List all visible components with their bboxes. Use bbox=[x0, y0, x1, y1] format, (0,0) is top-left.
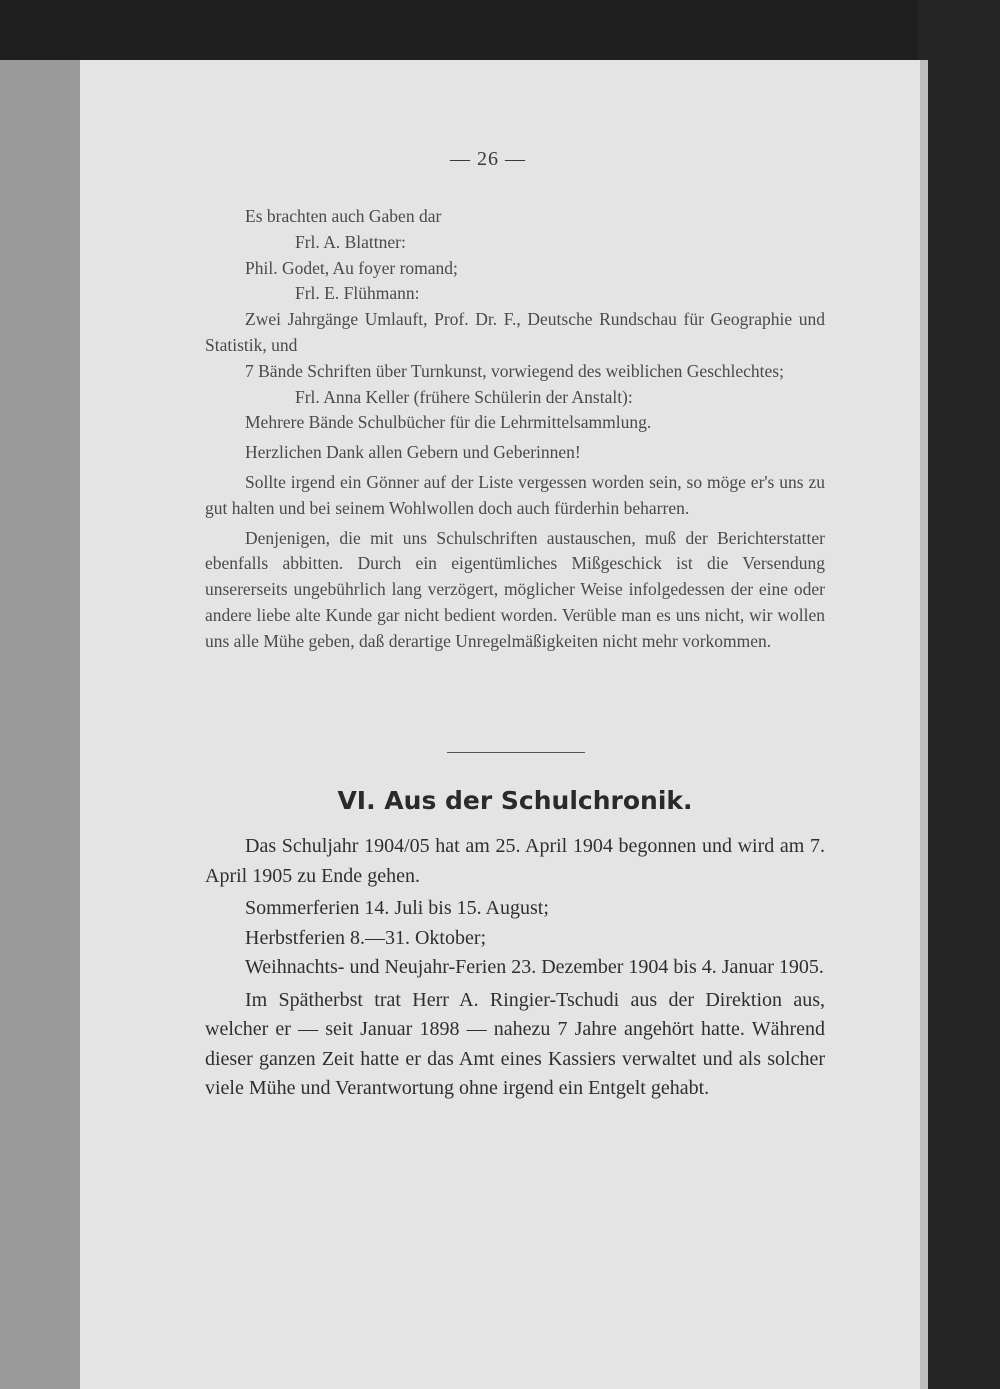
gift-umlauft: Zwei Jahrgänge Umlauft, Prof. Dr. F., Deutsche Rundschau für Geographie und Statistik, und bbox=[205, 309, 825, 355]
gift-godet: Phil. Godet, Au foyer romand; bbox=[245, 257, 458, 278]
gift-turnkunst: 7 Bände Schriften über Turnkunst, vorwiegend des weiblichen Geschlechtes; bbox=[245, 360, 784, 381]
scan-border-left bbox=[0, 60, 80, 1389]
donor-blattner: Frl. A. Blattner: bbox=[295, 231, 406, 252]
ringier-paragraph: Im Spätherbst trat Herr A. Ringier-Tschudi aus der Direktion aus, welcher er — seit Januar 1898 — nahezu 7 Jahre angehört hatte. Während dieser ganzen Zeit hatte er das Amt eines Kassiers verwaltet und als solcher viele Mühe und Verantwortung ohne irgend ein Entgelt gehabt. bbox=[205, 988, 825, 1099]
scan-border-top bbox=[0, 0, 1000, 60]
chronicle-section bbox=[205, 832, 825, 1104]
thanks-paragraph: Herzlichen Dank allen Gebern und Geberinnen! bbox=[245, 442, 581, 463]
summer-holidays: Sommerferien 14. Juli bis 15. August; bbox=[245, 897, 549, 919]
donor-fluehmann: Frl. E. Flühmann: bbox=[295, 283, 420, 304]
school-year-paragraph: Das Schuljahr 1904/05 hat am 25. April 1904 begonnen und wird am 7. April 1905 zu Ende gehen. bbox=[205, 835, 825, 887]
gift-schulbuecher: Mehrere Bände Schulbücher für die Lehrmittelsammlung. bbox=[245, 412, 652, 433]
donor-keller: Frl. Anna Keller (frühere Schülerin der Anstalt): bbox=[295, 386, 633, 407]
autumn-holidays: Herbstferien 8.—31. Oktober; bbox=[245, 926, 487, 949]
gifts-intro: Es brachten auch Gaben dar bbox=[245, 206, 442, 226]
gifts-list bbox=[205, 204, 825, 655]
christmas-holidays: Weihnachts- und Neujahr-Ferien 23. Dezember 1904 bis 4. Januar 1905. bbox=[245, 956, 824, 978]
section-heading: VI. Aus der Schulchronik. bbox=[337, 786, 693, 815]
forgotten-paragraph: Sollte irgend ein Gönner auf der Liste vergessen worden sein, so möge er's uns zu gut halten und bei seinem Wohlwollen doch auch fürderhin beharren. bbox=[205, 471, 825, 518]
scan-border-right bbox=[918, 0, 1000, 1389]
apology-paragraph: Denjenigen, die mit uns Schulschriften austauschen, muß der Berichterstatter ebenfalls abbitten. Durch ein eigentümliches Mißgeschick ist die Versendung unsererseits ungebührlich lang verzögert, möglicher Weise infolgedessen der eine oder andere liebe alte Kunde gar nicht bedient worden. Verüble man es uns nicht, wir wollen uns alle Mühe geben, daß derartige Unregelmäßigkeiten nicht mehr vorkommen. bbox=[205, 527, 825, 651]
section-divider bbox=[447, 752, 585, 753]
page-number: — 26 — bbox=[450, 148, 526, 170]
